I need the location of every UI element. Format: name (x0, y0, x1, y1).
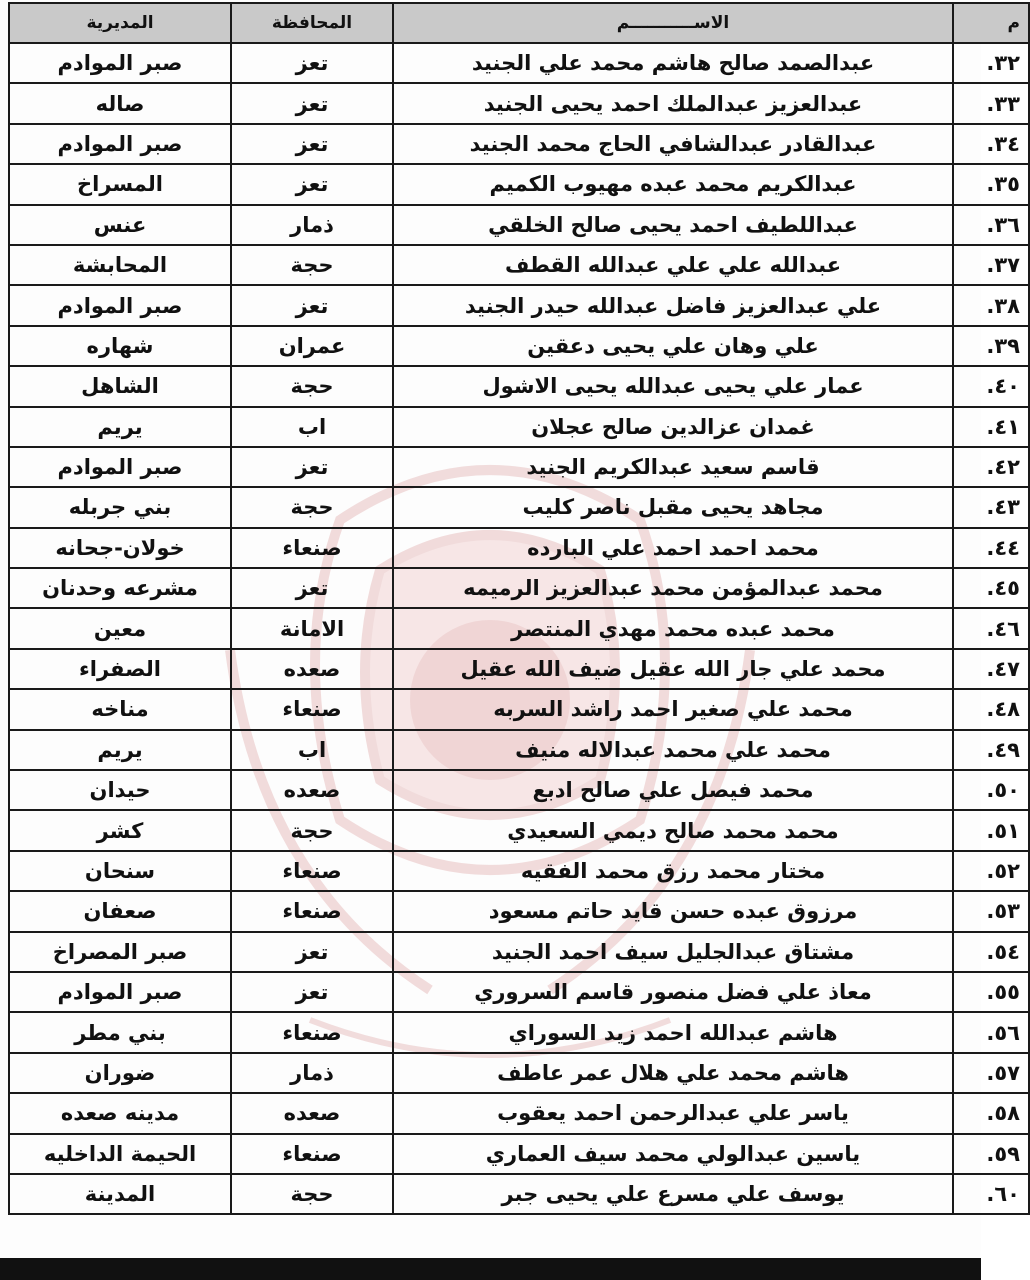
row-governorate: صنعاء (231, 891, 393, 931)
row-name: علي وهان علي يحيى دعقين (393, 326, 953, 366)
table-row (9, 205, 1029, 245)
row-governorate: تعز (231, 124, 393, 164)
row-governorate: تعز (231, 164, 393, 204)
row-number: ٥٠. (953, 770, 1029, 810)
row-number: ٣٤. (953, 124, 1029, 164)
row-directorate: المسراخ (9, 164, 231, 204)
row-name: معاذ علي فضل منصور قاسم السروري (393, 972, 953, 1012)
row-number: ٥٥. (953, 972, 1029, 1012)
row-number: ٤٨. (953, 689, 1029, 729)
table-row (9, 649, 1029, 689)
row-number: ٥١. (953, 810, 1029, 850)
row-directorate: الشاهل (9, 366, 231, 406)
table-row (9, 487, 1029, 527)
row-governorate: الامانة (231, 608, 393, 648)
table-row (9, 245, 1029, 285)
row-directorate: بني جربله (9, 487, 231, 527)
row-directorate: مشرعه وحدنان (9, 568, 231, 608)
row-name: قاسم سعيد عبدالكريم الجنيد (393, 447, 953, 487)
row-name: عمار علي يحيى عبدالله يحيى الاشول (393, 366, 953, 406)
row-directorate: صبر الموادم (9, 972, 231, 1012)
row-name: محمد محمد صالح ديمي السعيدي (393, 810, 953, 850)
row-governorate: تعز (231, 447, 393, 487)
row-number: ٥٦. (953, 1012, 1029, 1052)
row-name: محمد عبده محمد مهدي المنتصر (393, 608, 953, 648)
row-governorate: حجة (231, 1174, 393, 1214)
table-row (9, 1093, 1029, 1133)
row-directorate: خولان-جحانه (9, 528, 231, 568)
row-directorate: صبر الموادم (9, 447, 231, 487)
table-row (9, 1012, 1029, 1052)
table-row (9, 164, 1029, 204)
row-name: عبدالله علي علي عبدالله القطف (393, 245, 953, 285)
row-number: ٥٨. (953, 1093, 1029, 1133)
table-row (9, 366, 1029, 406)
row-governorate: تعز (231, 932, 393, 972)
row-number: ٤٠. (953, 366, 1029, 406)
row-directorate: ضوران (9, 1053, 231, 1093)
table-row (9, 770, 1029, 810)
row-governorate: صعده (231, 770, 393, 810)
row-directorate: عنس (9, 205, 231, 245)
row-name: محمد علي صغير احمد راشد السربه (393, 689, 953, 729)
row-governorate: صعده (231, 1093, 393, 1133)
row-governorate: صنعاء (231, 528, 393, 568)
row-governorate: تعز (231, 285, 393, 325)
row-name: عبدالصمد صالح هاشم محمد علي الجنيد (393, 43, 953, 83)
row-directorate: بني مطر (9, 1012, 231, 1052)
header-directorate: المديرية (9, 3, 231, 43)
table-row (9, 568, 1029, 608)
row-number: ٥٧. (953, 1053, 1029, 1093)
row-directorate: كشر (9, 810, 231, 850)
row-name: ياسر علي عبدالرحمن احمد يعقوب (393, 1093, 953, 1133)
table-row (9, 608, 1029, 648)
row-directorate: يريم (9, 407, 231, 447)
row-number: ٥٣. (953, 891, 1029, 931)
row-name: عبداللطيف احمد يحيى صالح الخلقي (393, 205, 953, 245)
row-number: ٣٦. (953, 205, 1029, 245)
table-row (9, 689, 1029, 729)
row-name: هاشم عبدالله احمد زيد السوراي (393, 1012, 953, 1052)
table-row (9, 407, 1029, 447)
row-governorate: اب (231, 730, 393, 770)
row-governorate: حجة (231, 810, 393, 850)
row-number: ٤٥. (953, 568, 1029, 608)
table-row (9, 447, 1029, 487)
row-name: علي عبدالعزيز فاضل عبدالله حيدر الجنيد (393, 285, 953, 325)
row-name: مجاهد يحيى مقبل ناصر كليب (393, 487, 953, 527)
row-name: عبدالقادر عبدالشافي الحاج محمد الجنيد (393, 124, 953, 164)
row-number: ٥٩. (953, 1134, 1029, 1174)
table-row (9, 43, 1029, 83)
row-governorate: اب (231, 407, 393, 447)
row-directorate: صبر المصراخ (9, 932, 231, 972)
row-number: ٤٦. (953, 608, 1029, 648)
header-governorate: المحافظة (231, 3, 393, 43)
table-row (9, 730, 1029, 770)
row-governorate: صنعاء (231, 1012, 393, 1052)
row-number: ٥٤. (953, 932, 1029, 972)
row-directorate: شهاره (9, 326, 231, 366)
row-number: ٤١. (953, 407, 1029, 447)
row-number: ٣٩. (953, 326, 1029, 366)
row-governorate: تعز (231, 972, 393, 1012)
row-governorate: صنعاء (231, 689, 393, 729)
row-number: ٤٣. (953, 487, 1029, 527)
row-name: مختار محمد رزق محمد الفقيه (393, 851, 953, 891)
bottom-black-bar (0, 1258, 981, 1280)
row-governorate: تعز (231, 568, 393, 608)
row-number: ٣٨. (953, 285, 1029, 325)
table-header-row (9, 3, 1029, 43)
row-governorate: صعده (231, 649, 393, 689)
row-name: عبدالعزيز عبدالملك احمد يحيى الجنيد (393, 83, 953, 123)
row-directorate: المدينة (9, 1174, 231, 1214)
row-name: مشتاق عبدالجليل سيف احمد الجنيد (393, 932, 953, 972)
row-governorate: حجة (231, 487, 393, 527)
row-directorate: حيدان (9, 770, 231, 810)
row-name: محمد احمد احمد علي البارده (393, 528, 953, 568)
header-number: م (953, 3, 1029, 43)
table-row (9, 932, 1029, 972)
table-row (9, 326, 1029, 366)
row-directorate: يريم (9, 730, 231, 770)
row-directorate: صاله (9, 83, 231, 123)
row-number: ٤٩. (953, 730, 1029, 770)
row-directorate: مناخه (9, 689, 231, 729)
row-number: ٦٠. (953, 1174, 1029, 1214)
row-governorate: تعز (231, 43, 393, 83)
row-governorate: حجة (231, 366, 393, 406)
row-name: يوسف علي مسرع علي يحيى جبر (393, 1174, 953, 1214)
table-body (9, 43, 1029, 1214)
table-row (9, 83, 1029, 123)
row-directorate: صعفان (9, 891, 231, 931)
table-row (9, 810, 1029, 850)
row-governorate: ذمار (231, 1053, 393, 1093)
row-governorate: عمران (231, 326, 393, 366)
row-name: محمد علي محمد عبدالاله منيف (393, 730, 953, 770)
table-row (9, 1174, 1029, 1214)
row-directorate: مدينه صعده (9, 1093, 231, 1133)
row-number: ٤٢. (953, 447, 1029, 487)
row-number: ٣٧. (953, 245, 1029, 285)
row-name: غمدان عزالدين صالح عجلان (393, 407, 953, 447)
row-governorate: تعز (231, 83, 393, 123)
row-name: ياسين عبدالولي محمد سيف العماري (393, 1134, 953, 1174)
table-row (9, 972, 1029, 1012)
names-table (8, 2, 1030, 1215)
row-directorate: صبر الموادم (9, 285, 231, 325)
row-number: ٣٣. (953, 83, 1029, 123)
row-name: هاشم محمد علي هلال عمر عاطف (393, 1053, 953, 1093)
row-directorate: معين (9, 608, 231, 648)
row-number: ٥٢. (953, 851, 1029, 891)
row-number: ٣٢. (953, 43, 1029, 83)
row-number: ٤٧. (953, 649, 1029, 689)
row-name: محمد فيصل علي صالح ادبع (393, 770, 953, 810)
table-row (9, 528, 1029, 568)
table-row (9, 1053, 1029, 1093)
row-number: ٤٤. (953, 528, 1029, 568)
row-directorate: الحيمة الداخليه (9, 1134, 231, 1174)
row-governorate: حجة (231, 245, 393, 285)
header-name: الاســـــــــــم (393, 3, 953, 43)
row-governorate: ذمار (231, 205, 393, 245)
table-row (9, 124, 1029, 164)
row-number: ٣٥. (953, 164, 1029, 204)
row-directorate: الصفراء (9, 649, 231, 689)
table-row (9, 851, 1029, 891)
table-row (9, 891, 1029, 931)
row-governorate: صنعاء (231, 851, 393, 891)
table-row (9, 1134, 1029, 1174)
row-name: محمد علي جار الله عقيل ضيف الله عقيل (393, 649, 953, 689)
row-directorate: صبر الموادم (9, 124, 231, 164)
row-name: محمد عبدالمؤمن محمد عبدالعزيز الرميمه (393, 568, 953, 608)
row-directorate: سنحان (9, 851, 231, 891)
row-governorate: صنعاء (231, 1134, 393, 1174)
row-name: عبدالكريم محمد عبده مهيوب الكميم (393, 164, 953, 204)
row-name: مرزوق عبده حسن قايد حاتم مسعود (393, 891, 953, 931)
table-row (9, 285, 1029, 325)
row-directorate: المحابشة (9, 245, 231, 285)
row-directorate: صبر الموادم (9, 43, 231, 83)
